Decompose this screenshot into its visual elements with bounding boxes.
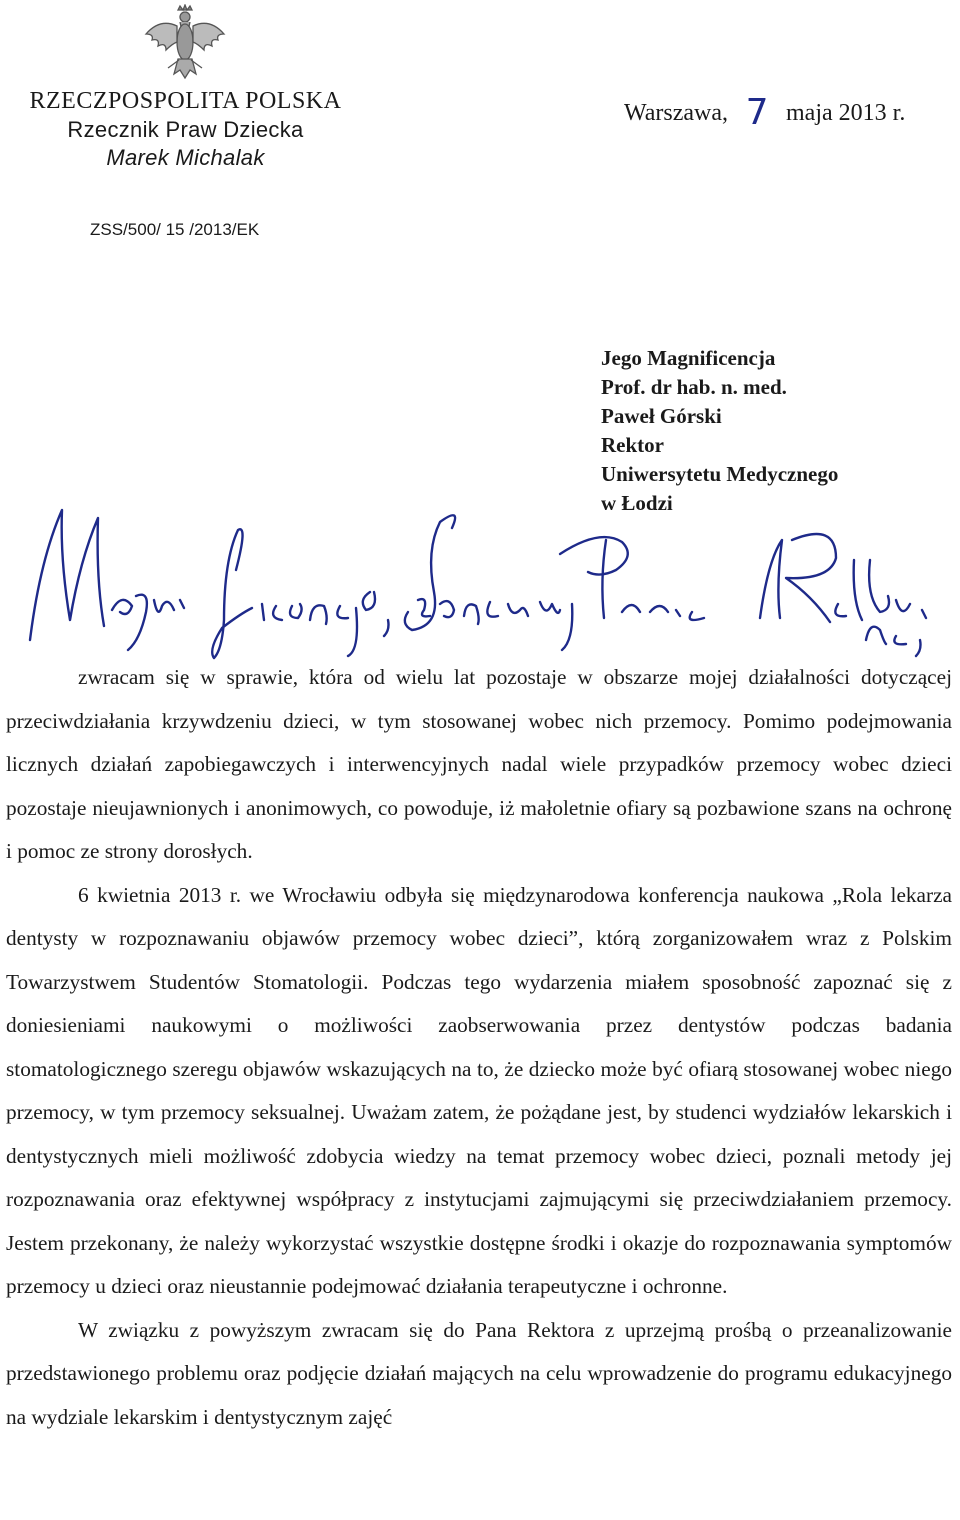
reference-number: ZSS/500/ 15 /2013/EK: [90, 220, 260, 239]
sender-block: [8, 88, 363, 171]
letter-body: [6, 656, 952, 1439]
date-month-year: maja 2013 r.: [786, 100, 906, 126]
addressee-block: [601, 344, 838, 518]
addressee-line: Paweł Górski: [601, 404, 722, 428]
addressee-line: Jego Magnificencja: [601, 346, 776, 370]
body-paragraph: 6 kwietnia 2013 r. we Wrocławiu odbyła się międzynarodowa konferencja naukowa „Rola lekarza dentysty w rozpoznawaniu objawów przemocy wobec dzieci”, którą zorganizowałem wraz z Polskim Towarzystwem Studentów Stomatologii. Podczas tego wydarzenia miałem sposobność zapoznać się z doniesieniami naukowymi o możliwości zaobserwowania przez dentystów podczas badania stomatologicznego szeregu objawów wskazujących na to, że dziecko może być ofiarą stosowanej wobec niego przemocy, w tym przemocy seksualnej. Uważam zatem, że pożądane jest, by studenci wydziałów lekarskich i dentystycznych mieli możliwość zdobycia wiedzy na temat przemocy wobec dzieci, poznali metody jej rozpoznawania oraz efektywnej współpracy z instytucjami zajmującymi się przeciwdziałaniem przemocy. Jestem przekonany, że należy wykorzystać wszystkie dostępne środki i okazje do rozpoznawania symptomów przemocy u dzieci oraz nieustannie podejmować działania terapeutyczne i ochronne.: [6, 882, 952, 1298]
sender-country: RZECZPOSPOLITA POLSKA: [29, 88, 342, 114]
date-city: Warszawa,: [624, 100, 729, 126]
body-paragraph: W związku z powyższym zwracam się do Pana Rektora z uprzejmą prośbą o przeanalizowanie przedstawionego problemu oraz podjęcie działań mających na celu wprowadzenie do programu edukacyjnego na wydziale lekarskim i dentystycznym zajęć: [6, 1317, 952, 1429]
addressee-line: Uniwersytetu Medycznego: [601, 462, 839, 486]
addressee-line: Prof. dr hab. n. med.: [601, 375, 787, 399]
addressee-line: Rektor: [601, 433, 664, 457]
sender-person: Marek Michalak: [106, 145, 265, 170]
handwritten-salutation: [0, 500, 960, 660]
body-paragraph: zwracam się w sprawie, która od wielu lat pozostaje w obszarze mojej działalności dotyczącej przeciwdziałania krzywdzeniu dzieci, w tym stosowanej wobec nich przemocy. Pomimo podejmowania licznych działań zapobiegawczych i interwencyjnych nadal wiele przypadków przemocy wobec dzieci pozostaje nieujawnionych i anonimowych, co powoduje, iż małoletnie ofiary są pozbawione szans na ochronę i pomoc ze strony dorosłych.: [6, 665, 952, 863]
addressee-line: w Łodzi: [601, 491, 673, 515]
letter-date: [624, 88, 906, 133]
date-day-handwritten: 7: [745, 92, 769, 133]
eagle-emblem-icon: [140, 4, 230, 86]
sender-office: Rzecznik Praw Dziecka: [67, 117, 304, 142]
